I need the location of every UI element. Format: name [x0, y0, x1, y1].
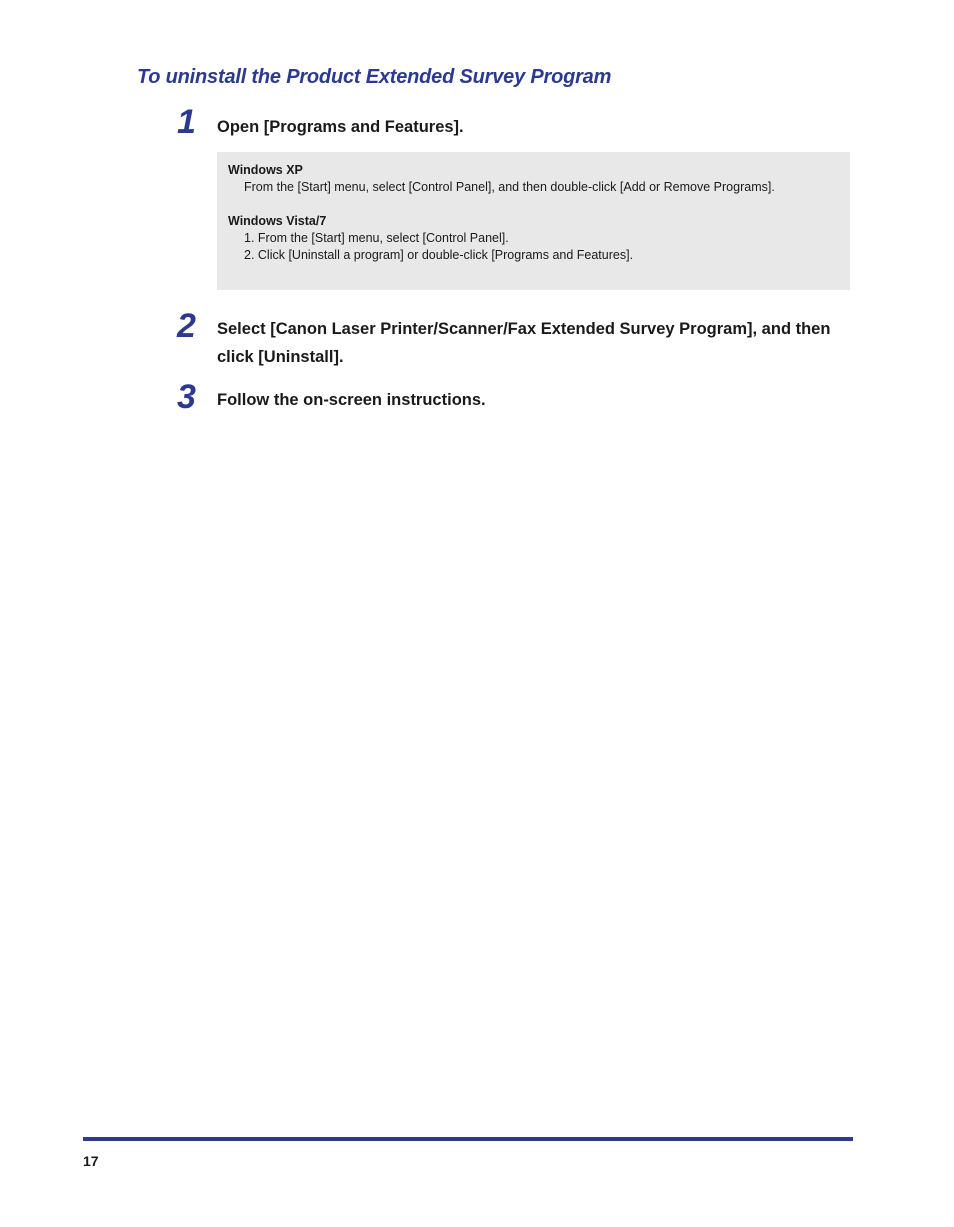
windows-vista-block	[228, 213, 840, 264]
windows-xp-heading: Windows XP	[228, 163, 303, 177]
step-text: Open [Programs and Features].	[217, 118, 464, 136]
list-item: 2. Click [Uninstall a program] or double-click [Programs and Features].	[244, 248, 634, 262]
list-item: 1. From the [Start] menu, select [Control Panel].	[244, 231, 509, 245]
page-number: 17	[83, 1153, 99, 1169]
step-text: Select [Canon Laser Printer/Scanner/Fax Extended Survey Program], and then click [Uninstall].	[217, 320, 831, 366]
step-text: Follow the on-screen instructions.	[217, 391, 486, 409]
windows-xp-text: From the [Start] menu, select [Control Panel], and then double-click [Add or Remove Programs].	[244, 180, 775, 194]
footer-rule	[83, 1137, 853, 1141]
windows-xp-block	[228, 162, 840, 196]
step-number: 3	[177, 378, 196, 416]
windows-vista-steps	[228, 230, 840, 264]
step-number: 2	[177, 307, 196, 345]
section-title: To uninstall the Product Extended Survey Program	[137, 66, 612, 88]
step-number: 1	[177, 103, 196, 141]
windows-vista-heading: Windows Vista/7	[228, 214, 327, 228]
os-instructions-box	[217, 152, 850, 290]
